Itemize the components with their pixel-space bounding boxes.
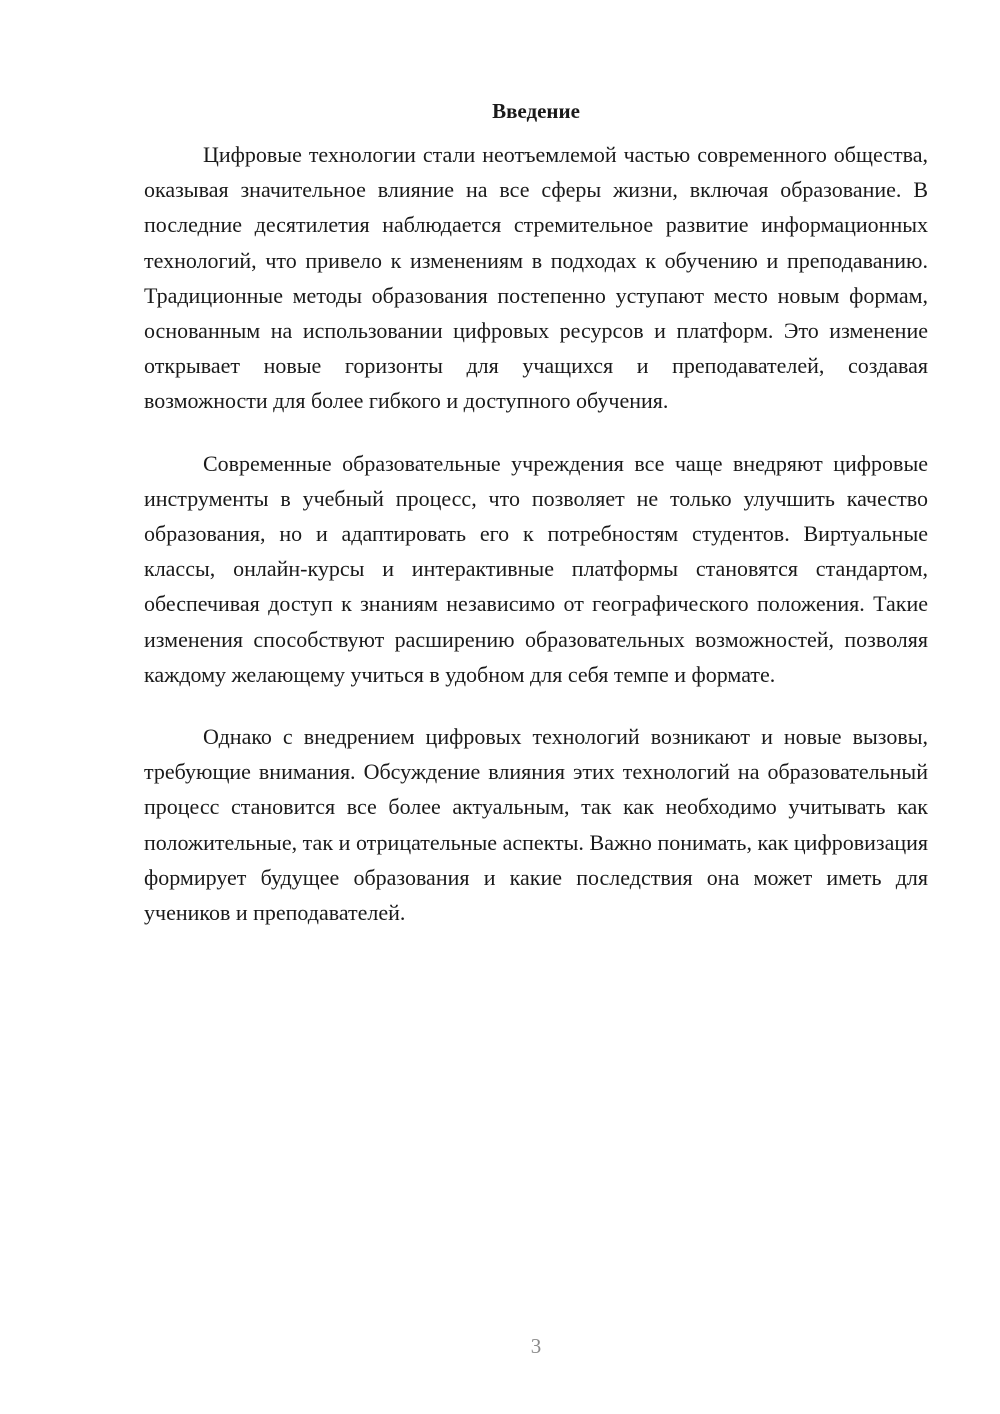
paragraph-1: Цифровые технологии стали неотъемлемой частью современного общества, оказывая значительное влияние на все сферы жизни, включая образование. В последние десятилетия наблюдается стремительное развитие информационных технологий, что привело к изменениям в подходах к обучению и преподаванию. Традиционные методы образования постепенно уступают место новым формам, основанным на использовании цифровых ресурсов и платформ. Это изменение открывает новые горизонты для учащихся и преподавателей, создавая возможности для более гибкого и доступного обучения. [144,142,928,414]
page-number: 3 [530,1334,542,1358]
page-content [144,90,928,957]
paragraph-2: Современные образовательные учреждения все чаще внедряют цифровые инструменты в учебный процесс, что позволяет не только улучшить качество образования, но и адаптировать его к потребностям студентов. Виртуальные классы, онлайн-курсы и интерактивные платформы становятся стандартом, обеспечивая доступ к знаниям независимо от географического положения. Такие изменения способствуют расширению образовательных возможностей, позволяя каждому желающему учиться в удобном для себя темпе и формате. [144,450,928,687]
section-heading: Введение [492,99,580,123]
paragraph-3: Однако с внедрением цифровых технологий возникают и новые вызовы, требующие внимания. Обсуждение влияния этих технологий на образовательный процесс становится все более актуальным, так как необходимо учитывать как положительные, так и отрицательные аспекты. Важно понимать, как цифровизация формирует будущее образования и какие последствия она может иметь для учеников и преподавателей. [144,724,928,926]
